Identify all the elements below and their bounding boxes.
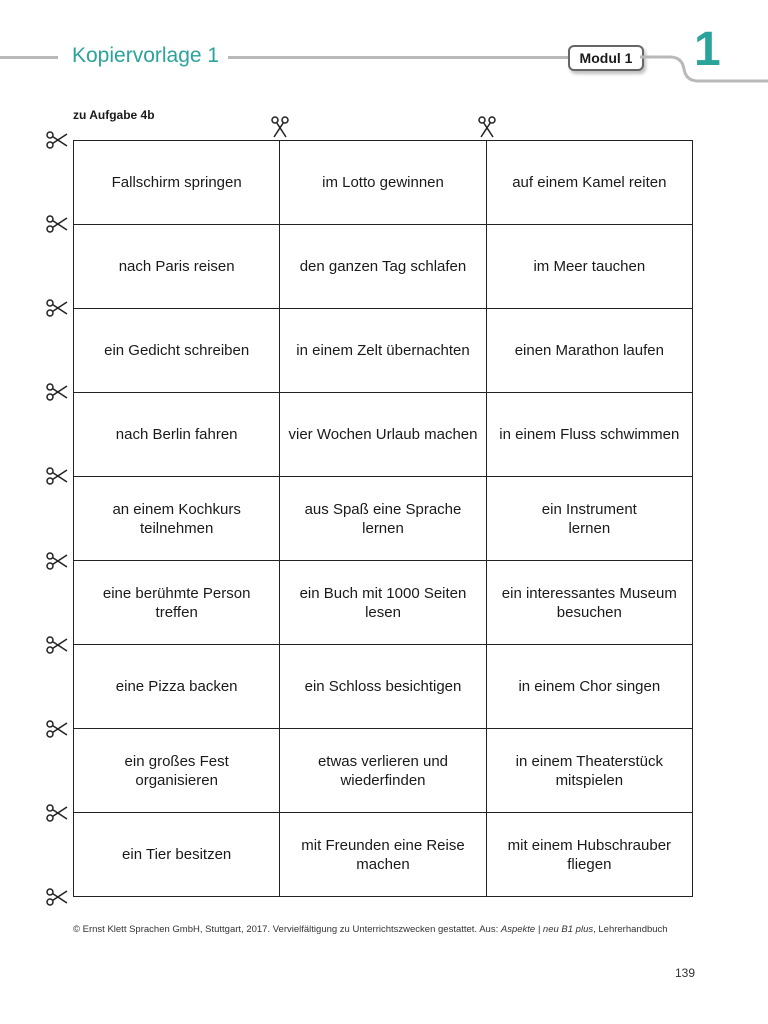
activity-card (74, 225, 280, 309)
module-badge: Modul 1 (568, 45, 644, 71)
activity-card (486, 477, 692, 561)
activity-card (74, 813, 280, 897)
activity-card-text: auf einem Kamel reiten (512, 174, 667, 191)
activity-card (486, 141, 692, 225)
card-row (74, 477, 693, 561)
activity-card-text: im Lotto gewinnen (322, 174, 444, 191)
book-title: Aspekte | neu B1 plus (500, 924, 594, 935)
activity-card-text: mit einem Hubschrauber fliegen (507, 836, 672, 873)
scissors-icon (45, 466, 69, 486)
activity-card (486, 645, 692, 729)
activity-card-text: ein Gedicht schreiben (104, 342, 250, 359)
activity-card (280, 141, 486, 225)
scissors-icon (45, 130, 69, 150)
activity-card-text: in einem Chor singen (518, 678, 661, 695)
activity-card (74, 561, 280, 645)
activity-card-text: aus Spaß eine Sprache lernen (304, 500, 462, 537)
activity-card-text: Fallschirm springen (111, 174, 242, 191)
activity-card-text: im Meer tauchen (533, 258, 646, 275)
card-row (74, 729, 693, 813)
header-rule-left (0, 56, 58, 59)
activity-card (74, 729, 280, 813)
scissors-icon (45, 887, 69, 907)
activity-card (486, 309, 692, 393)
activity-card (486, 561, 692, 645)
scissors-icon (270, 115, 290, 139)
activity-card (74, 645, 280, 729)
activity-card-text: ein Schloss besichtigen (304, 678, 462, 695)
activity-card-text: einen Marathon laufen (514, 342, 664, 359)
activity-card (74, 477, 280, 561)
scissors-icon (45, 635, 69, 655)
card-row (74, 309, 693, 393)
card-grid (73, 140, 693, 897)
card-row (74, 561, 693, 645)
page-number: 139 (674, 966, 695, 980)
scissors-icon (45, 803, 69, 823)
activity-card (280, 225, 486, 309)
activity-card-text: etwas verlieren und wiederfinden (317, 752, 449, 789)
activity-card-text: ein Buch mit 1000 Seiten lesen (299, 584, 467, 621)
scissors-icon (45, 551, 69, 571)
card-row (74, 645, 693, 729)
activity-card (280, 393, 486, 477)
header-rule-right (228, 56, 570, 59)
module-number: 1 (694, 23, 721, 76)
activity-card (74, 141, 280, 225)
activity-card-text: an einem Kochkurs teilnehmen (112, 500, 241, 537)
card-row (74, 225, 693, 309)
activity-card (280, 561, 486, 645)
scissors-icon (45, 214, 69, 234)
activity-card-text: mit Freunden eine Reise machen (301, 836, 465, 873)
activity-card (280, 477, 486, 561)
activity-card (486, 813, 692, 897)
activity-card (486, 225, 692, 309)
activity-card (486, 393, 692, 477)
activity-card (74, 309, 280, 393)
copyright-prefix: © Ernst Klett Sprachen GmbH, Stuttgart, 2017. Vervielfältigung zu Unterrichtszwecken gestattet. Aus: (73, 924, 501, 935)
card-row (74, 813, 693, 897)
activity-card-text: nach Paris reisen (118, 258, 235, 275)
card-row (74, 141, 693, 225)
activity-card-text: in einem Zelt übernachten (296, 342, 470, 359)
activity-card-text: in einem Fluss schwimmen (499, 426, 680, 443)
activity-card-text: vier Wochen Urlaub machen (288, 426, 478, 443)
activity-card-text: den ganzen Tag schlafen (299, 258, 467, 275)
activity-card (280, 813, 486, 897)
activity-card-text: nach Berlin fahren (115, 426, 238, 443)
page-title: Kopiervorlage 1 (72, 44, 220, 67)
activity-card-text: eine Pizza backen (115, 678, 238, 695)
copyright-suffix: , Lehrerhandbuch (593, 924, 668, 935)
activity-card (280, 309, 486, 393)
activity-card (486, 729, 692, 813)
activity-card (280, 645, 486, 729)
activity-card-text: ein Instrument lernen (541, 500, 637, 537)
scissors-icon (45, 719, 69, 739)
activity-card (74, 393, 280, 477)
copyright-note (73, 924, 695, 935)
scissors-icon (45, 298, 69, 318)
activity-card-text: ein großes Fest organisieren (124, 752, 229, 789)
scissors-icon (45, 382, 69, 402)
activity-card-text: ein Tier besitzen (122, 846, 232, 863)
scissors-icon (477, 115, 497, 139)
activity-card-text: ein interessantes Museum besuchen (501, 584, 677, 621)
card-row (74, 393, 693, 477)
task-label: zu Aufgabe 4b (73, 108, 155, 122)
activity-card (280, 729, 486, 813)
activity-card-text: in einem Theaterstück mitspielen (515, 752, 663, 789)
activity-card-text: eine berühmte Person treffen (102, 584, 251, 621)
